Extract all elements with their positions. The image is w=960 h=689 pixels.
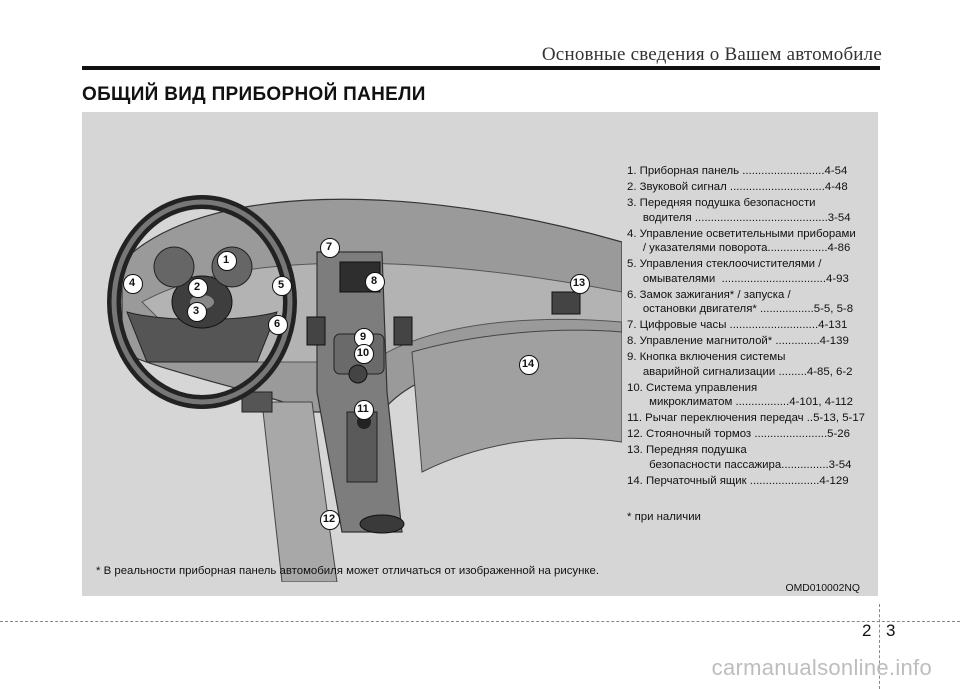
legend-item: 4. Управление осветительными приборами / указателями поворота...................4-86 bbox=[627, 227, 856, 254]
watermark: carmanualsonline.info bbox=[711, 655, 932, 680]
callout-legend bbox=[627, 164, 877, 525]
legend-item: 1. Приборная панель ..........................4-54 bbox=[627, 165, 848, 177]
callout-11: 11 bbox=[354, 400, 374, 420]
legend-item: 10. Система управления микроклиматом .................4-101, 4-112 bbox=[627, 381, 854, 408]
callout-1: 1 bbox=[217, 251, 237, 271]
callout-10: 10 bbox=[354, 344, 374, 364]
page-number-right: 3 bbox=[886, 621, 896, 640]
callout-2: 2 bbox=[188, 278, 208, 298]
callout-7: 7 bbox=[320, 238, 340, 258]
figure-code: OMD010002NQ bbox=[785, 583, 860, 594]
callout-5: 5 bbox=[272, 276, 292, 296]
legend-item: 5. Управления стеклоочистителями / омывателями .................................4-93 bbox=[627, 258, 849, 285]
callout-4: 4 bbox=[123, 274, 143, 294]
callout-8: 8 bbox=[365, 272, 385, 292]
chapter-header: Основные сведения о Вашем автомобиле bbox=[541, 44, 882, 65]
legend-item: 12. Стояночный тормоз .......................5-26 bbox=[627, 428, 850, 440]
callout-12: 12 bbox=[320, 510, 340, 530]
dashboard-figure-panel bbox=[82, 112, 878, 596]
availability-note: * при наличии bbox=[627, 511, 701, 523]
page-divider-line bbox=[0, 621, 960, 622]
page-number-left: 2 bbox=[862, 621, 872, 640]
header-rule bbox=[82, 66, 880, 70]
legend-item: 14. Перчаточный ящик ......................4-129 bbox=[627, 474, 849, 487]
legend-item: 3. Передняя подушка безопасности водителя ..........................................3-54 bbox=[627, 197, 851, 224]
legend-item: 8. Управление магнитолой* ..............4-139 bbox=[627, 335, 849, 347]
legend-item: 13. Передняя подушка безопасности пассажира...............3-54 bbox=[627, 444, 852, 471]
callout-6: 6 bbox=[268, 315, 288, 335]
callout-3: 3 bbox=[187, 302, 207, 322]
callout-13: 13 bbox=[570, 274, 590, 294]
legend-item: 11. Рычаг переключения передач ..5-13, 5-17 bbox=[627, 412, 866, 424]
legend-item: 2. Звуковой сигнал ..............................4-48 bbox=[627, 181, 848, 193]
figure-footnote: * В реальности приборная панель автомобиля может отличаться от изображенной на рисунке. bbox=[96, 565, 599, 577]
callout-14: 14 bbox=[519, 355, 539, 375]
legend-item: 9. Кнопка включения системы аварийной сигнализации .........4-85, 6-2 bbox=[627, 351, 853, 378]
callout-9: 9 bbox=[354, 328, 374, 348]
legend-item: 6. Замок зажигания* / запуска / остановки двигателя* .................5-5, 5-8 bbox=[627, 288, 854, 315]
dashboard-illustration bbox=[82, 112, 622, 582]
section-title: ОБЩИЙ ВИД ПРИБОРНОЙ ПАНЕЛИ bbox=[82, 84, 426, 105]
legend-item: 7. Цифровые часы ............................4-131 bbox=[627, 319, 848, 331]
